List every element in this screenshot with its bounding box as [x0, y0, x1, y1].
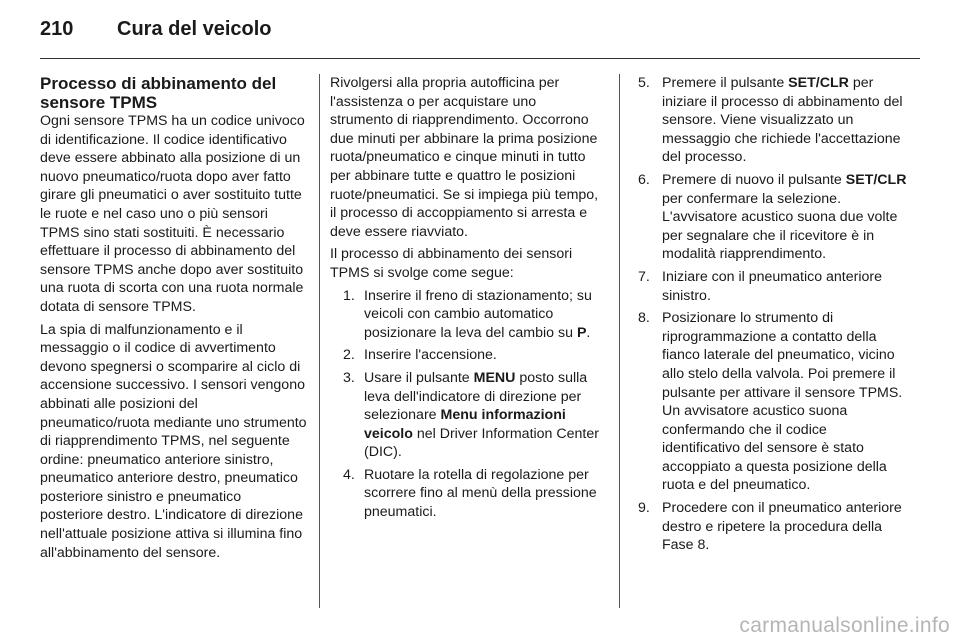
step-4: 4. Ruotare la rotella di regolazione per scorrere fino al menù della pressione pneumatici.: [343, 466, 597, 521]
step-number: 9.: [638, 500, 650, 517]
column-1: [40, 74, 308, 566]
paragraph-2: La spia di malfunzionamento e il messaggio o il codice di avvertimento devono spegnersi o scomparire al ciclo di accensione successivo. I sensori vengono abbinati alle posizioni del pneumatico/ruota mediante uno strumento di riapprendimento TPMS, nel seguente ordine: pneumatico anteriore sinistro, pneumatico anteriore destro, pneumatico posteriore sinistro e pneumatico posteriore destro. L'indicatore di direzione nell'attuale posizione attiva si illumina fino all'abbinamento del sensore.: [40, 321, 307, 561]
step-number: 1.: [343, 287, 355, 304]
steps-list-continued: [638, 74, 908, 555]
step-number: 6.: [638, 171, 650, 188]
step-5: 5. Premere il pulsante SET/CLR per iniziare il processo di abbinamento del sensore. Viene visualizzato un messaggio che richiede l'accettazione del processo.: [638, 75, 903, 166]
step-number: 5.: [638, 75, 650, 91]
paragraph-4: Il processo di abbinamento dei sensori TPMS si svolge come segue:: [330, 246, 573, 281]
page-header: [40, 18, 920, 48]
page-number: 210: [40, 18, 74, 40]
header-rule: [40, 58, 920, 59]
section-title: Processo di abbinamento del sensore TPMS: [40, 74, 277, 112]
column-3: [638, 74, 908, 559]
column-2: [330, 74, 602, 526]
column-divider: [619, 74, 620, 608]
step-number: 7.: [638, 268, 650, 285]
chapter-title: Cura del veicolo: [117, 18, 272, 40]
step-9: 9. Procedere con il pneumatico anteriore destro e ripetere la procedura della Fase 8.: [638, 500, 902, 554]
step-3: 3. Usare il pulsante MENU posto sulla leva dell'indicatore di direzione per selezionare Menu informazioni veicolo nel Driver Information Center (DIC).: [343, 369, 599, 461]
step-number: 3.: [343, 369, 355, 386]
paragraph-1: Ogni sensore TPMS ha un codice univoco di identificazione. Il codice identificativo deve essere abbinato alla posizione di un nuovo pneumatico/ruota dopo aver fatto girare gli pneumatici o aver sostituito tutte le ruote e nel caso uno o più sensori TPMS sino stati sostituiti. È necessario effettuare il processo di abbinamento del sensore TPMS anche dopo aver sostituito una ruota di scorta con una ruota normale dotata di sensore TPMS.: [40, 113, 305, 315]
step-number: 4.: [343, 466, 355, 483]
step-2: 2. Inserire l'accensione.: [343, 347, 497, 364]
watermark-text: carmanualsonline.info: [739, 614, 950, 637]
step-number: 8.: [638, 310, 650, 327]
step-1: 1. Inserire il freno di stazionamento; su veicoli con cambio automatico posizionare la leva del cambio su P.: [343, 287, 592, 341]
step-7: 7. Iniziare con il pneumatico anteriore sinistro.: [638, 268, 883, 304]
paragraph-3: Rivolgersi alla propria autofficina per l'assistenza o per acquistare uno strumento di riapprendimento. Occorrono due minuti per abbinare la prima posizione ruota/pneumatico e cinque minuti in tutto per abbinare tutte e quattro le posizioni ruote/pneumatici. Se si impiega più tempo, il processo di accoppiamento si arresta e deve essere riavviato.: [330, 75, 599, 240]
steps-list: [330, 287, 602, 522]
step-8: 8. Posizionare lo strumento di riprogrammazione a contatto della fianco laterale del pneumatico, vicino allo stelo della valvola. Poi premere il pulsante per attivare il sensore TPMS. Un avvisatore acustico suona confermando che il codice identificativo del sensore è stato accoppiato a questa posizione della ruota e del pneumatico.: [638, 310, 903, 494]
column-divider: [319, 74, 320, 608]
step-number: 2.: [343, 347, 355, 364]
step-6: 6. Premere di nuovo il pulsante SET/CLR per confermare la selezione. L'avvisatore acustico suona due volte per segnalare che il ricevitore è in modalità riapprendimento.: [638, 171, 907, 263]
